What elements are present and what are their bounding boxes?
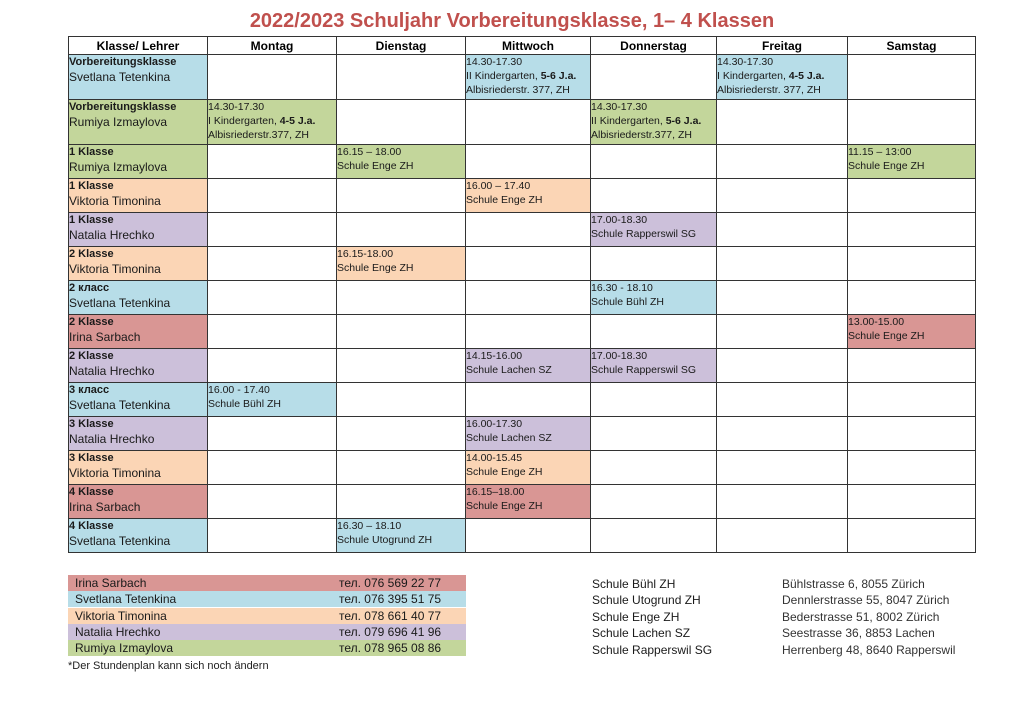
school-row (592, 576, 992, 592)
slot-text: Schule Lachen SZ (466, 364, 552, 376)
slot-cell-thursday (591, 349, 717, 383)
slot-cell-friday (717, 451, 848, 485)
slot-cell-tuesday (337, 417, 466, 451)
slot-text: 16.00 - 17.40 (208, 384, 270, 396)
slot-cell-tuesday (337, 247, 466, 281)
school-name: Schule Bühl ZH (592, 577, 676, 591)
class-teacher-cell (69, 349, 208, 383)
class-name: 2 Klasse (69, 350, 114, 362)
slot-cell-friday (717, 281, 848, 315)
slot-cell-saturday (848, 100, 976, 145)
legend-phone: тел. 079 696 41 96 (339, 624, 442, 639)
teacher-name: Viktoria Timonina (69, 262, 161, 276)
slot-text: Schule Enge ZH (466, 500, 543, 512)
class-teacher-cell (69, 247, 208, 281)
teacher-legend (68, 575, 466, 656)
slot-text: Schule Enge ZH (466, 194, 543, 206)
slot-text: Albisriederstr. 377, ZH (717, 84, 821, 96)
slot-line (466, 465, 590, 479)
slot-line (466, 349, 590, 363)
schedule-body (69, 55, 976, 553)
slot-line (466, 485, 590, 499)
slot-line (337, 261, 465, 275)
page-title: 2022/2023 Schuljahr Vorbereitungsklasse, 1– 4 Klassen (249, 10, 775, 32)
slot-cell-wednesday (466, 417, 591, 451)
slot-text: 16.30 – 18.10 (337, 520, 402, 532)
school-row (592, 609, 992, 625)
slot-cell-monday (208, 485, 337, 519)
teacher-name: Irina Sarbach (69, 330, 141, 344)
school-address: Bederstrasse 51, 8002 Zürich (782, 609, 940, 624)
slot-line (466, 431, 590, 445)
schedule-row (69, 451, 976, 485)
slot-cell-tuesday (337, 100, 466, 145)
slot-text: Schule Bühl ZH (208, 398, 281, 410)
header-class-teacher: Klasse/ Lehrer (69, 37, 208, 55)
slot-line (466, 69, 590, 83)
legend-row (68, 591, 466, 607)
slot-line (717, 55, 847, 69)
class-name: Vorbereitungsklasse (69, 56, 177, 68)
slot-text: 17.00-18.30 (591, 214, 648, 226)
slot-line (208, 114, 336, 128)
slot-line (337, 533, 465, 547)
legend-row (68, 575, 466, 591)
slot-cell-saturday (848, 451, 976, 485)
slot-cell-friday (717, 349, 848, 383)
class-teacher-cell (69, 519, 208, 553)
slot-cell-wednesday (466, 315, 591, 349)
class-name: 1 Klasse (69, 214, 114, 226)
teacher-name: Svetlana Tetenkina (69, 534, 171, 548)
class-name: 2 Klasse (69, 248, 114, 260)
slot-line (466, 451, 590, 465)
slot-text: 14.30-17.30 (466, 56, 523, 68)
slot-cell-wednesday (466, 179, 591, 213)
schedule-row (69, 349, 976, 383)
slot-line (848, 145, 975, 159)
slot-cell-friday (717, 485, 848, 519)
slot-text: Schule Rapperswil SG (591, 228, 697, 240)
slot-text: Schule Enge ZH (848, 160, 925, 172)
slot-line (208, 397, 336, 411)
slot-cell-wednesday (466, 383, 591, 417)
slot-cell-friday (717, 179, 848, 213)
school-row (592, 592, 992, 608)
slot-line (591, 363, 716, 377)
age-range: 5-6 J.a. (540, 70, 577, 82)
slot-line (591, 114, 716, 128)
slot-cell-monday (208, 315, 337, 349)
slot-cell-tuesday (337, 145, 466, 179)
slot-cell-monday (208, 55, 337, 100)
slot-cell-saturday (848, 417, 976, 451)
slot-cell-saturday (848, 315, 976, 349)
class-name: 3 Klasse (69, 418, 114, 430)
header-friday: Freitag (717, 37, 848, 55)
slot-cell-friday (717, 315, 848, 349)
slot-cell-friday (717, 519, 848, 553)
slot-cell-wednesday (466, 100, 591, 145)
slot-cell-saturday (848, 55, 976, 100)
slot-cell-saturday (848, 179, 976, 213)
slot-cell-thursday (591, 145, 717, 179)
legend-teacher: Svetlana Tetenkina (75, 592, 177, 607)
legend-row (68, 640, 466, 656)
teacher-name: Svetlana Tetenkina (69, 70, 171, 84)
teacher-name: Svetlana Tetenkina (69, 398, 171, 412)
slot-text: Schule Rapperswil SG (591, 364, 697, 376)
slot-cell-thursday (591, 179, 717, 213)
legend-teacher: Rumiya Izmaylova (75, 641, 174, 656)
slot-cell-friday (717, 213, 848, 247)
slot-cell-monday (208, 383, 337, 417)
slot-line (208, 100, 336, 114)
slot-cell-monday (208, 349, 337, 383)
slot-cell-wednesday (466, 451, 591, 485)
slot-cell-wednesday (466, 55, 591, 100)
header-thursday: Donnerstag (591, 37, 717, 55)
teacher-name: Irina Sarbach (69, 500, 141, 514)
slot-cell-thursday (591, 100, 717, 145)
slot-line (591, 213, 716, 227)
slot-cell-thursday (591, 417, 717, 451)
slot-text: 14.30-17.30 (717, 56, 774, 68)
class-teacher-cell (69, 451, 208, 485)
slot-line (466, 499, 590, 513)
slot-cell-friday (717, 55, 848, 100)
slot-line (337, 159, 465, 173)
slot-text: Schule Bühl ZH (591, 296, 664, 308)
slot-cell-tuesday (337, 315, 466, 349)
slot-text: 17.00-18.30 (591, 350, 648, 362)
slot-line (591, 100, 716, 114)
slot-text: II Kindergarten, (591, 115, 666, 127)
slot-line (466, 55, 590, 69)
slot-cell-tuesday (337, 281, 466, 315)
slot-text: II Kindergarten, (466, 70, 541, 82)
slot-cell-wednesday (466, 213, 591, 247)
school-name: Schule Enge ZH (592, 609, 680, 624)
slot-text: Schule Utogrund ZH (337, 534, 433, 546)
slot-cell-wednesday (466, 349, 591, 383)
slot-cell-saturday (848, 145, 976, 179)
slot-cell-friday (717, 145, 848, 179)
legend-teacher: Irina Sarbach (75, 576, 147, 590)
header-tuesday: Dienstag (337, 37, 466, 55)
slot-line (591, 349, 716, 363)
slot-cell-friday (717, 383, 848, 417)
slot-line (591, 295, 716, 309)
slot-cell-wednesday (466, 247, 591, 281)
teacher-name: Rumiya Izmaylova (69, 160, 168, 174)
class-name: Vorbereitungsklasse (69, 101, 177, 113)
slot-cell-saturday (848, 281, 976, 315)
slot-cell-thursday (591, 519, 717, 553)
slot-cell-monday (208, 281, 337, 315)
slot-line (466, 417, 590, 431)
schedule-row (69, 417, 976, 451)
legend-teacher: Viktoria Timonina (75, 608, 167, 623)
slot-text: 14.00-15.45 (466, 452, 523, 464)
slot-cell-monday (208, 451, 337, 485)
slot-cell-tuesday (337, 349, 466, 383)
slot-text: 14.30-17.30 (208, 101, 265, 113)
legend-phone: тел. 078 965 08 86 (339, 641, 442, 656)
school-address: Dennlerstrasse 55, 8047 Zürich (782, 593, 950, 608)
slot-line (466, 193, 590, 207)
slot-cell-wednesday (466, 519, 591, 553)
slot-line (848, 329, 975, 343)
slot-line (337, 145, 465, 159)
school-name: Schule Rapperswil SG (592, 642, 713, 657)
slot-cell-thursday (591, 213, 717, 247)
schedule-row (69, 145, 976, 179)
class-teacher-cell (69, 145, 208, 179)
slot-cell-monday (208, 519, 337, 553)
class-teacher-cell (69, 485, 208, 519)
slot-line (591, 281, 716, 295)
slot-text: Albisriederstr.377, ZH (591, 129, 692, 141)
slot-text: Schule Enge ZH (337, 160, 414, 172)
legend-row (68, 608, 466, 624)
teacher-name: Svetlana Tetenkina (69, 296, 171, 310)
slot-cell-tuesday (337, 213, 466, 247)
class-teacher-cell (69, 417, 208, 451)
teacher-name: Natalia Hrechko (69, 432, 155, 446)
slot-text: 16.15-18.00 (337, 248, 394, 260)
teacher-name: Rumiya Izmaylova (69, 115, 168, 129)
slot-cell-thursday (591, 55, 717, 100)
class-teacher-cell (69, 383, 208, 417)
slot-text: 14.15-16.00 (466, 350, 523, 362)
slot-cell-thursday (591, 247, 717, 281)
slot-cell-friday (717, 247, 848, 281)
slot-cell-saturday (848, 519, 976, 553)
header-row (69, 37, 976, 55)
class-name: 3 класс (69, 384, 110, 396)
class-teacher-cell (69, 213, 208, 247)
slot-cell-monday (208, 179, 337, 213)
teacher-name: Viktoria Timonina (69, 194, 161, 208)
school-name: Schule Lachen SZ (592, 626, 691, 641)
header-monday: Montag (208, 37, 337, 55)
legend-teacher: Natalia Hrechko (75, 624, 161, 639)
slot-line (717, 83, 847, 97)
slot-cell-friday (717, 417, 848, 451)
school-address: Bühlstrasse 6, 8055 Zürich (782, 577, 925, 591)
slot-text: 16.00-17.30 (466, 418, 523, 430)
class-teacher-cell (69, 55, 208, 100)
schedule-table (68, 36, 976, 553)
slot-cell-wednesday (466, 485, 591, 519)
slot-cell-tuesday (337, 383, 466, 417)
school-row (592, 625, 992, 641)
slot-cell-wednesday (466, 281, 591, 315)
slot-line (717, 69, 847, 83)
slot-line (466, 179, 590, 193)
slot-line (466, 83, 590, 97)
slot-text: 11.15 – 13:00 (848, 146, 912, 158)
slot-cell-monday (208, 100, 337, 145)
slot-cell-saturday (848, 485, 976, 519)
slot-cell-tuesday (337, 179, 466, 213)
schedule-note: *Der Stundenplan kann sich noch ändern (68, 660, 269, 672)
slot-text: 16.15 – 18.00 (337, 146, 402, 158)
legend-phone: тел. 076 569 22 77 (339, 576, 442, 590)
class-name: 1 Klasse (69, 180, 114, 192)
slot-line (208, 383, 336, 397)
slot-line (591, 227, 716, 241)
class-name: 2 Klasse (69, 316, 114, 328)
schedule-row (69, 100, 976, 145)
slot-text: I Kindergarten, (717, 70, 789, 82)
slot-cell-monday (208, 213, 337, 247)
slot-cell-thursday (591, 315, 717, 349)
schedule-row (69, 281, 976, 315)
slot-text: Albisriederstr. 377, ZH (466, 84, 570, 96)
slot-cell-tuesday (337, 485, 466, 519)
slot-text: Schule Enge ZH (466, 466, 543, 478)
slot-cell-tuesday (337, 451, 466, 485)
teacher-name: Natalia Hrechko (69, 228, 155, 242)
school-name: Schule Utogrund ZH (592, 593, 701, 608)
slot-text: 16.00 – 17.40 (466, 180, 531, 192)
slot-cell-thursday (591, 281, 717, 315)
slot-text: Schule Lachen SZ (466, 432, 552, 444)
slot-line (337, 519, 465, 533)
school-address: Seestrasse 36, 8853 Lachen (782, 626, 935, 641)
header-saturday: Samstag (848, 37, 976, 55)
slot-text: 14.30-17.30 (591, 101, 648, 113)
class-teacher-cell (69, 179, 208, 213)
class-name: 4 Klasse (69, 520, 114, 532)
school-address-list (592, 576, 992, 658)
slot-text: 13.00-15.00 (848, 316, 905, 328)
class-name: 1 Klasse (69, 146, 114, 158)
schedule-row (69, 315, 976, 349)
slot-cell-tuesday (337, 55, 466, 100)
slot-line (466, 363, 590, 377)
schedule-row (69, 519, 976, 553)
schedule-row (69, 55, 976, 100)
legend-phone: тел. 078 661 40 77 (339, 608, 442, 623)
slot-cell-thursday (591, 451, 717, 485)
slot-line (337, 247, 465, 261)
age-range: 4-5 J.a. (279, 115, 316, 127)
class-teacher-cell (69, 315, 208, 349)
class-teacher-cell (69, 281, 208, 315)
slot-cell-monday (208, 145, 337, 179)
slot-text: 16.15–18.00 (466, 486, 525, 498)
teacher-name: Natalia Hrechko (69, 364, 155, 378)
slot-text: 16.30 - 18.10 (591, 282, 653, 294)
school-address: Herrenberg 48, 8640 Rapperswil (782, 642, 956, 657)
slot-line (208, 128, 336, 142)
class-name: 4 Klasse (69, 486, 114, 498)
slot-text: Schule Enge ZH (337, 262, 414, 274)
slot-text: I Kindergarten, (208, 115, 280, 127)
slot-cell-wednesday (466, 145, 591, 179)
age-range: 5-6 J.a. (665, 115, 702, 127)
slot-cell-monday (208, 417, 337, 451)
class-name: 2 класс (69, 282, 110, 294)
age-range: 4-5 J.a. (788, 70, 825, 82)
class-teacher-cell (69, 100, 208, 145)
header-wednesday: Mittwoch (466, 37, 591, 55)
slot-cell-saturday (848, 383, 976, 417)
slot-cell-friday (717, 100, 848, 145)
schedule-row (69, 383, 976, 417)
slot-cell-thursday (591, 383, 717, 417)
schedule-row (69, 179, 976, 213)
slot-cell-saturday (848, 349, 976, 383)
slot-cell-tuesday (337, 519, 466, 553)
slot-text: Schule Enge ZH (848, 330, 925, 342)
school-row (592, 642, 992, 658)
slot-cell-saturday (848, 247, 976, 281)
slot-line (848, 315, 975, 329)
class-name: 3 Klasse (69, 452, 114, 464)
schedule-row (69, 213, 976, 247)
legend-phone: тел. 076 395 51 75 (339, 592, 442, 607)
schedule-row (69, 247, 976, 281)
slot-cell-saturday (848, 213, 976, 247)
slot-line (848, 159, 975, 173)
slot-cell-thursday (591, 485, 717, 519)
slot-line (591, 128, 716, 142)
schedule-row (69, 485, 976, 519)
legend-row (68, 624, 466, 640)
teacher-name: Viktoria Timonina (69, 466, 161, 480)
slot-cell-monday (208, 247, 337, 281)
slot-text: Albisriederstr.377, ZH (208, 129, 309, 141)
